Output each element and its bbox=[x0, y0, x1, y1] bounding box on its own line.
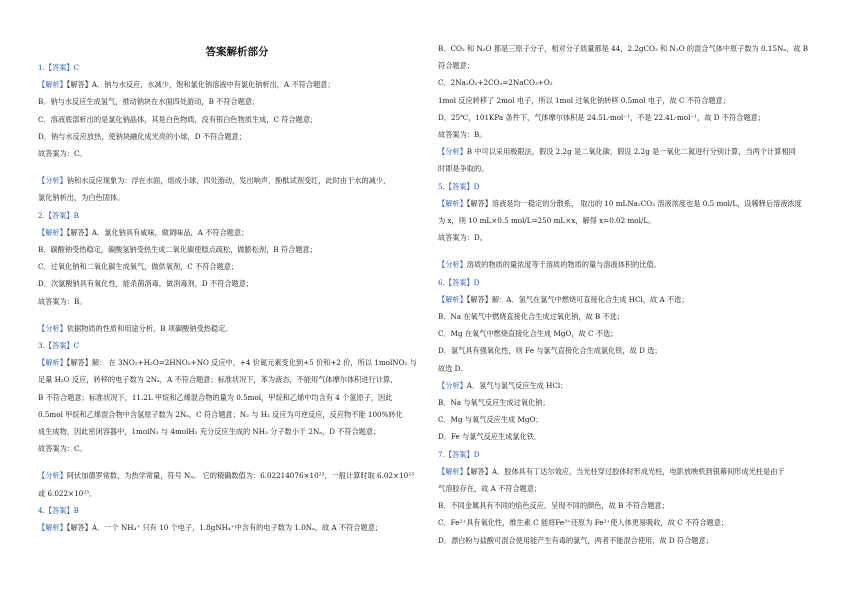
line-text: 溶质的物质的量浓度等于溶质的物质的量与溶液体积的比值。 bbox=[466, 260, 661, 270]
section-tag: 【解析】 bbox=[438, 466, 467, 476]
text-line: B．Na 与氧气反应生成过氧化钠； bbox=[438, 398, 550, 408]
text-line: B．碳酸钠受热稳定，碳酸氢钠受热生成二氧化碳使糕点疏松，做膨松剂，B 符合题意； bbox=[38, 245, 317, 255]
answer-label: 2.【答案】B bbox=[38, 210, 79, 220]
text-line: D．次氯酸钠具有氧化性，能杀菌消毒，做消毒剂，D 不符合题意； bbox=[38, 279, 254, 289]
text-line: 故答案为：C。 bbox=[38, 149, 87, 159]
analysis-line bbox=[38, 320, 436, 337]
text-line: 故答案为：C。 bbox=[38, 444, 87, 454]
text-line: D．Fe 与氯气反应生成氯化铁． bbox=[438, 432, 542, 442]
answer-label: 1.【答案】C bbox=[38, 63, 80, 72]
answer-label: 6.【答案】D bbox=[438, 277, 480, 287]
section-tag: 【解析】 bbox=[38, 523, 67, 533]
text-line: 时即是争取的。 bbox=[438, 164, 489, 174]
analysis-line bbox=[38, 76, 436, 93]
line-text: 【解答】A．钠与水反应，水减少，饱和氯化钠溶液中有氯化钠析出，A 不符合题意； bbox=[66, 80, 335, 90]
line-text: 钠和水反应现象为：浮在水面，熔成小球，四处游动，发出响声，酚酞试剂变红，此时由于水的减少， bbox=[66, 176, 391, 186]
analysis-line bbox=[438, 291, 836, 308]
text-line: C．过氧化钠和二氧化碳生成氧气，做供氧剂，C 不符合题意； bbox=[38, 262, 239, 272]
text-line: B．Na 在氧气中燃烧直接化合生成过氧化钠，故 B 不选； bbox=[438, 312, 625, 322]
text-line: 为 x，则 10 mL×0.5 mol/L=250 mL×x，解得 x=0.02 mol/L。 bbox=[438, 216, 656, 226]
answer-label: 7.【答案】D bbox=[438, 449, 480, 459]
section-tag: 【解析】 bbox=[38, 227, 67, 237]
text-line: C．Fe²⁺具有氧化性，维生素 C 能将Fe³⁺还原为 Fe²⁺使人体更易吸收，故 C 不符合题意； bbox=[438, 518, 729, 528]
text-line: B．不同金属具有不同的焰色反应，呈现不同的颜色，故 B 不符合题意； bbox=[438, 501, 669, 511]
text-line: D．漂白粉与盐酸可混合使用能产生有毒的氯气，两者不能混合使用，故 D 符合题意； bbox=[438, 535, 713, 545]
line-text: A．氢气与氯气反应生成 HCl； bbox=[466, 380, 568, 390]
section-tag: 【分析】 bbox=[438, 380, 467, 390]
analysis-line bbox=[38, 519, 436, 536]
answer-label: 3.【答案】C bbox=[38, 341, 80, 351]
section-tag: 【解析】 bbox=[438, 294, 467, 304]
text-line: C．溶液底部析出的是氯化钠晶体，其是白色物质，没有银白色物质生成，C 符合题意； bbox=[38, 114, 318, 124]
section-tag: 【分析】 bbox=[438, 260, 467, 270]
answer-label: 5.【答案】D bbox=[438, 181, 480, 191]
section-tag: 【解析】 bbox=[38, 358, 67, 368]
text-line: D．氯气具有强氧化性，则 Fe 与氯气直接化合生成氯化铁，故 D 选； bbox=[438, 346, 662, 356]
analysis-line bbox=[438, 256, 836, 273]
analysis-line bbox=[38, 354, 436, 371]
text-line: 符合题意； bbox=[438, 61, 474, 71]
line-text: 依据物质的性质和用途分析，B 项碳酸钠受热稳定。 bbox=[66, 323, 233, 333]
text-line: 0.5mol 甲烷和乙烯混合物中含氢原子数为 2Nₐ，C 符合题意；N₂ 与 H₂ 反应为可逆反应，反应物不能 100%转化 bbox=[38, 409, 403, 419]
text-line: B 不符合题意；标准状况下，11.2L 甲烷和乙烯混合物的量为 0.5mol，甲烷和乙烯中均含有 4 个氢原子，因此 bbox=[38, 392, 393, 402]
text-line: D．25℃，101KPa 条件下，气体摩尔体积是 24.5L·mol⁻¹，不是 22.4L·mol⁻¹，故 D 不符合题意； bbox=[438, 112, 765, 122]
text-line: C．2Na₂O₂+2CO₂=2NaCO₃+O₂ bbox=[438, 78, 553, 88]
text-line: D．钠与水反应放热，使钠块融化成光亮的小球，D 不符合题意； bbox=[38, 131, 246, 141]
text-line: 成生成物，因此密闭容器中，1molN₂ 与 4molH₂ 充分反应生成的 NH₃ 分子数小于 2Nₐ，D 不符合题意； bbox=[38, 427, 381, 437]
text-line: C．Mg 在氧气中燃烧直接化合生成 MgO，故 C 不选； bbox=[438, 329, 618, 339]
paragraph-gap bbox=[438, 246, 836, 256]
answer-line bbox=[38, 59, 436, 76]
line-text: 【解答】解： 在 3NO₂+H₂O=2HNO₃+NO 反应中，+4 价氮元素变化到+5 价和+2 价，所以 1molNO₂ 与 bbox=[66, 358, 417, 368]
analysis-line bbox=[38, 172, 436, 189]
text-line: 故答案为：B。 bbox=[438, 130, 487, 140]
paragraph-gap bbox=[38, 162, 436, 172]
text-line: C．Mg 与氧气反应生成 MgO； bbox=[438, 415, 543, 425]
paragraph-gap bbox=[38, 310, 436, 320]
analysis-line bbox=[38, 224, 436, 241]
title-spacer bbox=[38, 40, 436, 59]
text-line: 故答案为：B。 bbox=[38, 296, 87, 306]
line-text: 【解答】溶液是均一稳定的分散系， 取出的 10 mLNa₂CO₃ 溶液浓度也是 0.5 mol/L，设稀释后溶液浓度 bbox=[466, 198, 802, 208]
text-line: B．CO₂ 和 N₂O 都是三原子分子，相对分子质量都是 44，2.2gCO₂ 和 N₂O 的混合气体中原子数为 0.15Nₐ，故 B bbox=[438, 44, 809, 53]
answer-line bbox=[38, 502, 436, 519]
answer-label: 4.【答案】B bbox=[38, 505, 79, 515]
text-line: 故选 D. bbox=[438, 363, 463, 373]
line-text: 【解答】A．胶体具有丁达尔效应，当光柱穿过胶体时形成光柱，电影放映机到银幕间形成光柱是由于 bbox=[466, 466, 785, 476]
text-line: 故答案为：D。 bbox=[438, 233, 487, 243]
answer-line bbox=[38, 207, 436, 224]
line-text: B 中可以采用极限法，假设 2.2g 是二氧化碳，假设 2.2g 是一氧化二氮进行分别计算，当两个计算相同 bbox=[466, 147, 796, 157]
section-tag: 【分析】 bbox=[438, 147, 467, 157]
text-line: 气溶胶存在，故 A 不符合题意； bbox=[438, 484, 542, 494]
section-tag: 【解析】 bbox=[438, 198, 467, 208]
section-tag: 【分析】 bbox=[38, 471, 67, 481]
answer-line bbox=[438, 446, 836, 463]
answer-line bbox=[38, 337, 436, 354]
line-text: 阿伏加德罗常数，为热学常量，符号 Nₐ。 它的精确数值为：6.02214076×10²³，一般计算时取 6.02×10²³ bbox=[66, 471, 414, 481]
page-title: 答案解析部分 bbox=[205, 46, 269, 58]
section-tag: 【解析】 bbox=[38, 80, 67, 90]
line-text: 【解答】A．一个 NH₄⁺ 只有 10 个电子，1.8gNH₄⁺中含有的电子数为 1.0Nₐ，故 A 不符合题意； bbox=[66, 523, 383, 533]
answer-line bbox=[438, 274, 836, 291]
analysis-line bbox=[38, 467, 436, 484]
text-line: 1mol 反应转移了 2mol 电子，所以 1mol 过氧化钠转移 0.5mol 电子，故 C 不符合题意； bbox=[438, 95, 730, 105]
text-line: B．钠与水反应生成氢气，推动钠块在水面四处游动，B 不符合题意； bbox=[38, 97, 260, 107]
analysis-line bbox=[438, 143, 836, 160]
text-line: 氯化钠析出，为白色固体。 bbox=[38, 193, 125, 203]
paragraph-gap bbox=[38, 457, 436, 467]
text-line: 或 6.022×10²³。 bbox=[38, 488, 97, 498]
section-tag: 【分析】 bbox=[38, 323, 67, 333]
answer-line bbox=[438, 178, 836, 195]
left-column bbox=[38, 40, 436, 536]
analysis-line bbox=[438, 463, 836, 480]
line-text: 【解答】解：A．氢气在氯气中燃烧可直接化合生成 HCl，故 A 不选； bbox=[466, 294, 689, 304]
line-text: 【解答】A．氯化钠具有咸味，做调味品，A 不符合题意； bbox=[66, 227, 249, 237]
text-line: 足量 H₂O 反应，转移的电子数为 2Nₐ，A 不符合题意；标准状况下，苯为液态，不能用气体摩尔体积进行计算， bbox=[38, 375, 398, 385]
right-column bbox=[438, 40, 836, 549]
analysis-line bbox=[438, 195, 836, 212]
section-tag: 【分析】 bbox=[38, 176, 67, 186]
analysis-line bbox=[438, 377, 836, 394]
